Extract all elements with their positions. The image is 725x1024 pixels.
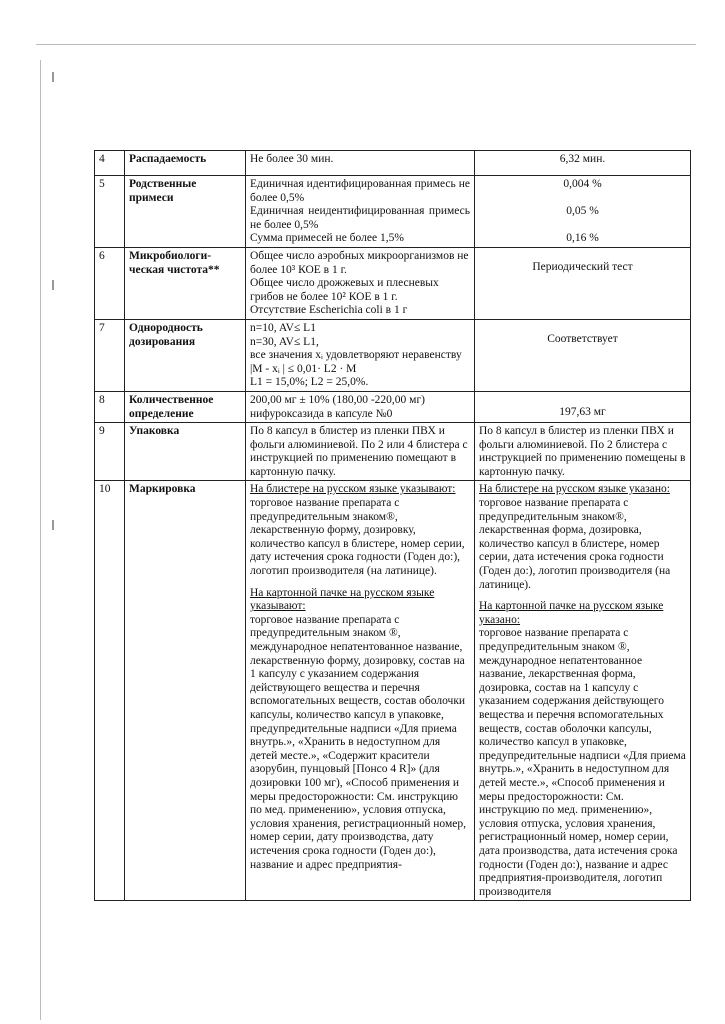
result (475, 176, 691, 248)
requirement-text: торговое название препарата с предупредительным знаком ®, международное непатентованное название, лекарственную форму, дозировку, состав на 1 капсулу с указанием содержания действующего вещества и перечня вспомогательных веществ, состав оболочки капсулы, количество капсул в упаковке, предупредительные надписи «Для приема внутрь.», «Хранить в недоступном для детей месте.», «Содержит красители азорубин, пунцовый [Понсо 4 R]» (для дозировки 100 мг), «Способ применения и меры предосторожности: См. инструкцию по мед. применению», условия отпуска, условия хранения, регистрационный номер, номер серии, дату производства, дату истечения срока годности (Годен до:), название и адрес предприятия- (250, 613, 466, 871)
table-row (95, 151, 691, 176)
requirement-line: n=30, AV≤ L1, (250, 335, 319, 348)
test-name: Маркировка (125, 481, 246, 901)
result: По 8 капсул в блистер из пленки ПВХ и фольги алюминиевой. По 2 блистера с инструкцией по применению помещены в картонную пачку. (475, 423, 691, 481)
scan-speck (52, 520, 54, 530)
test-name: Распадаемость (125, 151, 246, 176)
requirement-text: торговое название препарата с предупредительным знаком®, лекарственную форму, дозировку, количество капсул в блистере, номер серии, дату истечения срока годности (Годен до:), логотип производителя (на латинице). (250, 497, 465, 578)
requirement-line: 200,00 мг ± 10% (180,00 -220,00 мг) (250, 393, 425, 406)
requirement-heading: На блистере на русском языке указывают: (250, 483, 456, 496)
table-row (95, 391, 691, 422)
scan-speck (52, 280, 54, 290)
row-number: 5 (95, 176, 125, 248)
requirement (246, 391, 475, 422)
result-heading: На блистере на русском языке указано: (479, 483, 670, 496)
test-name: Однородность дозирования (125, 319, 246, 391)
result-heading: На картонной пачке на русском языке указано: (479, 600, 664, 626)
requirement-heading: На картонной пачке на русском языке указывают: (250, 586, 435, 613)
row-number: 10 (95, 481, 125, 901)
result-line: 0,004 % (563, 178, 602, 190)
specification-table (94, 150, 691, 901)
table-row (95, 319, 691, 391)
table-row (95, 481, 691, 901)
table-row (95, 423, 691, 481)
requirement-line: нифуроксазида в капсуле №0 (250, 407, 393, 420)
test-name: Родственные примеси (125, 176, 246, 248)
requirement-line: Единичная неидентифицированная примесь не более 0,5% (250, 205, 470, 231)
requirement-line: Отсутствие Escherichia coli в 1 г (250, 304, 408, 317)
row-number: 9 (95, 423, 125, 481)
requirement-line: L1 = 15,0%; L2 = 25,0%. (250, 376, 369, 389)
table-row (95, 176, 691, 248)
requirement: По 8 капсул в блистер из пленки ПВХ и фольги алюминиевой. По 2 или 4 блистера с инструкцией по применению помещают в картонную пачку. (246, 423, 475, 481)
result-text: торговое название препарата с предупредительным знаком ®, международное непатентованное название, лекарственная форма, дозировка, состав на 1 капсулу с указанием содержания действующего вещества и перечня вспомогательных веществ, состав оболочки капсулы, количество капсул в упаковке, предупредительные надписи «Для приема внутрь.», «Хранить в недоступном для детей месте.», «Способ применения и меры предосторожности: См. инструкцию по мед. применению», условия отпуска, условия хранения, регистрационный номер, номер серии, дата производства, дата истечения срока годности (Годен до:), название и адрес предприятия-производителя, логотип производителя (479, 627, 686, 898)
test-name: Микробиологи-ческая чистота** (125, 247, 246, 319)
requirement (246, 247, 475, 319)
requirement-line: все значения xᵢ удовлетворяют неравенству |M - xᵢ | ≤ 0,01· L2 · M (250, 349, 462, 375)
result: Соответствует (475, 319, 691, 391)
test-name: Упаковка (125, 423, 246, 481)
result (475, 481, 691, 901)
result-line: 0,05 % (566, 204, 599, 217)
requirement (246, 319, 475, 391)
requirement (246, 176, 475, 248)
row-number: 4 (95, 151, 125, 176)
requirement-line: Общее число аэробных микроорганизмов не более 10³ КОЕ в 1 г. (250, 249, 469, 276)
test-name: Количественное определение (125, 391, 246, 422)
row-number: 6 (95, 247, 125, 319)
requirement-line: Сумма примесей не более 1,5% (250, 232, 404, 245)
requirement-line: n=10, AV≤ L1 (250, 321, 316, 334)
result: Периодический тест (475, 247, 691, 319)
row-number: 7 (95, 319, 125, 391)
result: 6,32 мин. (475, 151, 691, 176)
row-number: 8 (95, 391, 125, 422)
requirement-line: Общее число дрожжевых и плесневых грибов не более 10² КОЕ в 1 г. (250, 277, 439, 303)
scan-top-border (36, 44, 696, 45)
requirement: Не более 30 мин. (246, 151, 475, 176)
requirement (246, 481, 475, 901)
table-row (95, 247, 691, 319)
result-line: 0,16 % (566, 232, 599, 245)
result: 197,63 мг (475, 391, 691, 422)
result-text: торговое название препарата с предупредительным знаком®, лекарственная форма, дозировка, количество капсул в блистере, номер серии, дата истечения срока годности (Годен до:), логотип производителя (на латинице). (479, 497, 671, 591)
scan-speck (52, 72, 54, 82)
scan-left-edge (40, 60, 41, 1020)
requirement-line: Единичная идентифицированная примесь не более 0,5% (250, 178, 470, 204)
